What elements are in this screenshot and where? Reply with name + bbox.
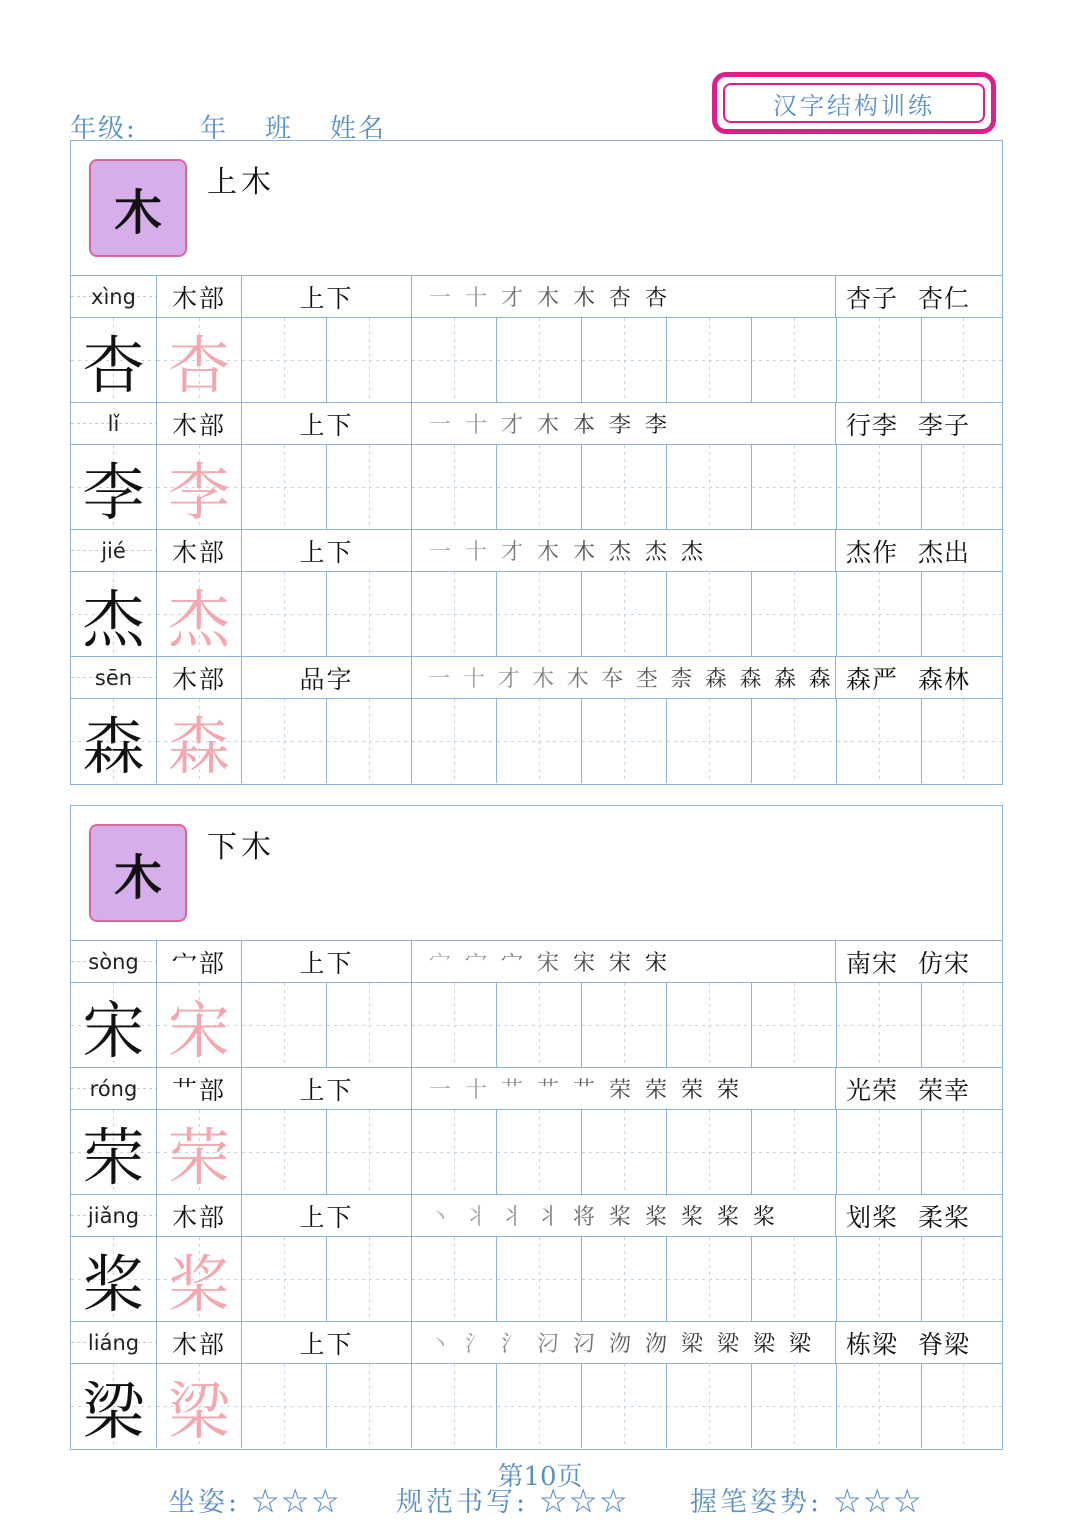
example-words: [835, 1195, 1004, 1236]
writing-grid-cell[interactable]: [751, 1110, 836, 1194]
model-character: 森: [82, 709, 145, 783]
writing-grid-cell[interactable]: [751, 699, 836, 783]
character-info-row: [71, 1322, 1002, 1364]
writing-grid-cell[interactable]: [496, 1237, 581, 1321]
model-character: 梁: [82, 1374, 145, 1448]
example-words: [835, 403, 1004, 444]
structure-label: 上下: [241, 1068, 411, 1109]
trace-character: 杏: [167, 328, 230, 402]
stroke-step: 一: [428, 1078, 451, 1103]
stroke-step: 艹: [536, 1078, 559, 1103]
writing-grid-cell[interactable]: [241, 1110, 326, 1194]
writing-grid-cell[interactable]: [496, 699, 581, 783]
trace-character-cell[interactable]: [156, 1364, 241, 1448]
stroke-step: 一: [428, 413, 451, 438]
example-words: [835, 1322, 1004, 1363]
example-word: 栋梁: [846, 1329, 899, 1359]
stroke-step: 丬: [464, 1205, 487, 1230]
stroke-step: 才: [500, 540, 523, 565]
example-word: 南宋: [846, 948, 899, 978]
pinyin: [71, 1195, 156, 1236]
radical-label: 木部: [156, 276, 241, 317]
stroke-step: 宋: [608, 951, 631, 976]
writing-grid-cell[interactable]: [496, 1110, 581, 1194]
stroke-step: 夲: [601, 667, 624, 692]
stroke-step: 才: [500, 413, 523, 438]
structure-label: 上下: [241, 1322, 411, 1363]
writing-grid-cell[interactable]: [326, 445, 411, 529]
pinyin: [71, 1068, 156, 1109]
writing-grid-cell[interactable]: [411, 1364, 496, 1448]
stroke-step: 梁: [752, 1332, 775, 1357]
example-word: 行李: [846, 410, 899, 440]
writing-grid-cell[interactable]: [241, 1237, 326, 1321]
stroke-step: 桨: [608, 1205, 631, 1230]
writing-grid-cell[interactable]: [836, 1110, 921, 1194]
sitting-posture-rating: [168, 1480, 342, 1519]
stroke-step: 木: [532, 667, 555, 692]
stroke-step: 木: [536, 540, 559, 565]
writing-grid-cell[interactable]: [666, 572, 751, 656]
writing-grid-cell[interactable]: [836, 318, 921, 402]
stroke-step: 一: [428, 286, 451, 311]
character-entry: [71, 1322, 1002, 1449]
stroke-step: 十: [464, 286, 487, 311]
model-character-cell: [71, 572, 156, 656]
practice-row: [71, 318, 1002, 403]
stroke-step: 桨: [644, 1205, 667, 1230]
example-words: [835, 530, 1004, 571]
model-character: 杰: [82, 582, 145, 656]
example-word: 杰作: [846, 537, 899, 567]
practice-row: [71, 1110, 1002, 1195]
writing-standard-rating: [396, 1480, 630, 1519]
worksheet-title: 汉字结构训练: [723, 83, 985, 123]
section-title: 下木: [207, 830, 275, 865]
stroke-step: 汈: [572, 1332, 595, 1357]
character-entry: [71, 530, 1002, 657]
stroke-step: 李: [608, 413, 631, 438]
stroke-step: 一: [428, 540, 451, 565]
stroke-step: 森: [808, 667, 831, 692]
writing-grid-cell[interactable]: [921, 1364, 1004, 1448]
character-entry: [71, 1068, 1002, 1195]
radical-section: [70, 805, 1003, 1450]
writing-grid-cell[interactable]: [496, 983, 581, 1067]
pinyin-text: jié: [101, 538, 126, 563]
model-character-cell: [71, 1110, 156, 1194]
trace-character-cell[interactable]: [156, 572, 241, 656]
writing-grid-cell[interactable]: [836, 699, 921, 783]
stroke-step: 宋: [644, 951, 667, 976]
pinyin-text: jiǎng: [87, 1203, 140, 1228]
radical-box: 木: [89, 824, 187, 922]
stroke-order: [411, 530, 835, 571]
stroke-step: 沕: [644, 1332, 667, 1357]
structure-label: 上下: [241, 941, 411, 982]
example-words: [835, 941, 1004, 982]
example-word: 仿宋: [918, 948, 971, 978]
example-word: 柔桨: [918, 1202, 971, 1232]
stroke-step: 杏: [608, 286, 631, 311]
trace-character-cell[interactable]: [156, 445, 241, 529]
pinyin: [71, 657, 156, 698]
writing-grid-cell[interactable]: [326, 699, 411, 783]
stroke-step: 宋: [536, 951, 559, 976]
stroke-step: 荣: [680, 1078, 703, 1103]
writing-grid-cell[interactable]: [666, 1364, 751, 1448]
stroke-order: [411, 941, 835, 982]
writing-grid-cell[interactable]: [241, 699, 326, 783]
writing-grid-cell[interactable]: [241, 983, 326, 1067]
radical-section: [70, 140, 1003, 785]
character-info-row: [71, 530, 1002, 572]
stroke-step: 十: [462, 667, 485, 692]
stroke-order: [411, 1322, 835, 1363]
writing-grid-cell[interactable]: [581, 318, 666, 402]
writing-grid-cell[interactable]: [241, 445, 326, 529]
year-label: 年: [200, 114, 229, 144]
writing-grid-cell[interactable]: [581, 1110, 666, 1194]
stroke-step: 森: [739, 667, 762, 692]
radical-label: 木部: [156, 530, 241, 571]
writing-grid-cell[interactable]: [666, 1110, 751, 1194]
structure-label: 上下: [241, 530, 411, 571]
writing-grid-cell[interactable]: [921, 1237, 1004, 1321]
stroke-step: 将: [572, 1205, 595, 1230]
stroke-step: 宀: [500, 951, 523, 976]
writing-grid-cell[interactable]: [241, 572, 326, 656]
structure-label: 上下: [241, 403, 411, 444]
stroke-step: 十: [464, 540, 487, 565]
model-character: 宋: [82, 993, 145, 1067]
stroke-step: 森: [774, 667, 797, 692]
stroke-step: 艹: [500, 1078, 523, 1103]
practice-row: [71, 572, 1002, 657]
writing-grid-cell[interactable]: [836, 445, 921, 529]
stroke-step: 杰: [680, 540, 703, 565]
practice-row: [71, 445, 1002, 530]
example-word: 杏子: [846, 283, 899, 313]
example-words: [835, 1068, 1004, 1109]
grade-label: 年级:: [70, 114, 137, 144]
writing-grid-cell[interactable]: [496, 1364, 581, 1448]
writing-grid-cell[interactable]: [921, 699, 1004, 783]
structure-label: 上下: [241, 1195, 411, 1236]
radical-box: 木: [89, 159, 187, 257]
stroke-step: 桨: [680, 1205, 703, 1230]
trace-character: 杰: [167, 582, 230, 656]
writing-grid-cell[interactable]: [326, 1237, 411, 1321]
stroke-step: 杰: [608, 540, 631, 565]
character-info-row: [71, 403, 1002, 445]
writing-grid-cell[interactable]: [921, 1110, 1004, 1194]
character-info-row: [71, 941, 1002, 983]
pinyin: [71, 276, 156, 317]
practice-row: [71, 1364, 1002, 1449]
stroke-step: 荣: [644, 1078, 667, 1103]
example-words: [835, 657, 1004, 698]
model-character-cell: [71, 1364, 156, 1448]
example-word: 森严: [846, 664, 899, 694]
character-entry: [71, 1195, 1002, 1322]
class-label: 班: [265, 114, 294, 144]
pinyin-text: sòng: [88, 949, 139, 974]
sitting-posture-label: 坐姿:: [168, 1487, 241, 1518]
writing-grid-cell[interactable]: [581, 699, 666, 783]
writing-grid-cell[interactable]: [836, 983, 921, 1067]
writing-grid-cell[interactable]: [581, 1364, 666, 1448]
stroke-step: 才: [500, 286, 523, 311]
model-character-cell: [71, 1237, 156, 1321]
writing-grid-cell[interactable]: [751, 1364, 836, 1448]
stroke-step: 宋: [572, 951, 595, 976]
writing-grid-cell[interactable]: [496, 445, 581, 529]
trace-character: 李: [167, 455, 230, 529]
character-entry: [71, 941, 1002, 1068]
trace-character: 宋: [167, 993, 230, 1067]
model-character-cell: [71, 318, 156, 402]
stroke-step: 丬: [500, 1205, 523, 1230]
trace-character-cell[interactable]: [156, 699, 241, 783]
writing-grid-cell[interactable]: [411, 445, 496, 529]
example-word: 光荣: [846, 1075, 899, 1105]
writing-standard-label: 规范书写:: [396, 1487, 529, 1518]
stroke-step: 木: [536, 286, 559, 311]
section-header: [71, 806, 1002, 941]
stroke-step: 沕: [608, 1332, 631, 1357]
pinyin: [71, 403, 156, 444]
trace-character: 森: [167, 709, 230, 783]
writing-grid-cell[interactable]: [751, 1237, 836, 1321]
example-words: [835, 276, 1004, 317]
stroke-step: 森: [704, 667, 727, 692]
structure-label: 品字: [241, 657, 411, 698]
stroke-step: 氵: [464, 1332, 487, 1357]
writing-grid-cell[interactable]: [411, 572, 496, 656]
example-word: 荣幸: [918, 1075, 971, 1105]
stroke-step: 木: [536, 413, 559, 438]
stroke-step: 木: [572, 286, 595, 311]
example-word: 脊梁: [918, 1329, 971, 1359]
stroke-step: 宀: [428, 951, 451, 976]
pen-grip-rating: [690, 1480, 924, 1519]
writing-grid-cell[interactable]: [411, 699, 496, 783]
pen-grip-label: 握笔姿势:: [690, 1487, 823, 1518]
stroke-order: [411, 1195, 835, 1236]
writing-grid-cell[interactable]: [326, 318, 411, 402]
model-character: 荣: [82, 1120, 145, 1194]
stroke-step: 桨: [716, 1205, 739, 1230]
model-character-cell: [71, 445, 156, 529]
writing-grid-cell[interactable]: [326, 1110, 411, 1194]
section-title: 上木: [207, 165, 275, 200]
character-info-row: [71, 657, 1002, 699]
writing-grid-cell[interactable]: [326, 983, 411, 1067]
writing-grid-cell[interactable]: [326, 572, 411, 656]
practice-row: [71, 1237, 1002, 1322]
trace-character: 梁: [167, 1374, 230, 1448]
radical-label: 木部: [156, 403, 241, 444]
stroke-step: 氵: [500, 1332, 523, 1357]
writing-grid-cell[interactable]: [921, 572, 1004, 656]
stroke-step: 木: [566, 667, 589, 692]
trace-character: 桨: [167, 1247, 230, 1321]
example-word: 森林: [918, 664, 971, 694]
stroke-step: 十: [464, 1078, 487, 1103]
stroke-order: [411, 1068, 835, 1109]
writing-grid-cell[interactable]: [921, 318, 1004, 402]
trace-character-cell[interactable]: [156, 1110, 241, 1194]
trace-character: 荣: [167, 1120, 230, 1194]
writing-grid-cell[interactable]: [751, 445, 836, 529]
example-word: 划桨: [846, 1202, 899, 1232]
practice-row: [71, 699, 1002, 784]
writing-grid-cell[interactable]: [496, 318, 581, 402]
stroke-step: 梁: [716, 1332, 739, 1357]
writing-grid-cell[interactable]: [666, 983, 751, 1067]
stroke-step: 柰: [670, 667, 693, 692]
radical-label: 木部: [156, 657, 241, 698]
writing-grid-cell[interactable]: [326, 1364, 411, 1448]
stroke-step: 梁: [680, 1332, 703, 1357]
writing-grid-cell[interactable]: [496, 572, 581, 656]
writing-grid-cell[interactable]: [836, 1364, 921, 1448]
writing-grid-cell[interactable]: [411, 1110, 496, 1194]
writing-grid-cell[interactable]: [581, 1237, 666, 1321]
stroke-step: 梁: [788, 1332, 811, 1357]
page-number: 第10页: [497, 1462, 583, 1492]
sitting-posture-stars[interactable]: ☆☆☆: [251, 1487, 342, 1518]
pinyin-text: sēn: [94, 665, 133, 690]
example-word: 李子: [918, 410, 971, 440]
pinyin-text: lǐ: [107, 411, 120, 436]
writing-grid-cell[interactable]: [666, 699, 751, 783]
practice-row: [71, 983, 1002, 1068]
radical-label: 木部: [156, 1322, 241, 1363]
stroke-step: 才: [497, 667, 520, 692]
pinyin-text: liáng: [87, 1330, 140, 1355]
stroke-step: 丬: [536, 1205, 559, 1230]
radical-label: 宀部: [156, 941, 241, 982]
writing-grid-cell[interactable]: [666, 1237, 751, 1321]
trace-character-cell[interactable]: [156, 318, 241, 402]
writing-grid-cell[interactable]: [836, 572, 921, 656]
character-entry: [71, 276, 1002, 403]
pen-grip-stars[interactable]: ☆☆☆: [833, 1487, 924, 1518]
writing-grid-cell[interactable]: [411, 983, 496, 1067]
character-info-row: [71, 1195, 1002, 1237]
stroke-order: [411, 657, 835, 698]
stroke-step: 丶: [428, 1205, 451, 1230]
section-header: [71, 141, 1002, 276]
writing-grid-cell[interactable]: [666, 318, 751, 402]
stroke-step: 一: [428, 667, 451, 692]
writing-grid-cell[interactable]: [921, 983, 1004, 1067]
writing-grid-cell[interactable]: [581, 445, 666, 529]
stroke-step: 十: [464, 413, 487, 438]
name-label: 姓名: [330, 114, 387, 144]
stroke-step: 艹: [572, 1078, 595, 1103]
writing-grid-cell[interactable]: [241, 1364, 326, 1448]
writing-grid-cell[interactable]: [411, 318, 496, 402]
model-character-cell: [71, 699, 156, 783]
radical-label: 木部: [156, 1195, 241, 1236]
example-word: 杰出: [918, 537, 971, 567]
stroke-step: 荣: [716, 1078, 739, 1103]
stroke-order: [411, 403, 835, 444]
character-entry: [71, 403, 1002, 530]
stroke-step: 桨: [752, 1205, 775, 1230]
character-entry: [71, 657, 1002, 784]
stroke-step: 杢: [635, 667, 658, 692]
pinyin: [71, 1322, 156, 1363]
stroke-step: 荣: [608, 1078, 631, 1103]
model-character: 李: [82, 455, 145, 529]
stroke-step: 宀: [464, 951, 487, 976]
writing-grid-cell[interactable]: [836, 1237, 921, 1321]
stroke-step: 丶: [428, 1332, 451, 1357]
stroke-step: 杏: [644, 286, 667, 311]
writing-grid-cell[interactable]: [241, 318, 326, 402]
writing-grid-cell[interactable]: [666, 445, 751, 529]
stroke-step: 杰: [644, 540, 667, 565]
structure-label: 上下: [241, 276, 411, 317]
character-info-row: [71, 1068, 1002, 1110]
model-character-cell: [71, 983, 156, 1067]
radical-label: 艹部: [156, 1068, 241, 1109]
pinyin: [71, 941, 156, 982]
trace-character-cell[interactable]: [156, 1237, 241, 1321]
stroke-step: 本: [572, 413, 595, 438]
pinyin-text: xìng: [91, 284, 136, 309]
stroke-step: 李: [644, 413, 667, 438]
writing-grid-cell[interactable]: [581, 983, 666, 1067]
worksheet-title-badge: [712, 72, 996, 134]
character-info-row: [71, 276, 1002, 318]
stroke-step: 汈: [536, 1332, 559, 1357]
example-word: 杏仁: [918, 283, 971, 313]
writing-grid-cell[interactable]: [411, 1237, 496, 1321]
stroke-step: 木: [572, 540, 595, 565]
writing-grid-cell[interactable]: [751, 572, 836, 656]
model-character: 桨: [82, 1247, 145, 1321]
writing-grid-cell[interactable]: [751, 318, 836, 402]
model-character: 杏: [82, 328, 145, 402]
stroke-order: [411, 276, 835, 317]
trace-character-cell[interactable]: [156, 983, 241, 1067]
writing-standard-stars[interactable]: ☆☆☆: [539, 1487, 630, 1518]
pinyin: [71, 530, 156, 571]
writing-grid-cell[interactable]: [921, 445, 1004, 529]
writing-grid-cell[interactable]: [581, 572, 666, 656]
writing-grid-cell[interactable]: [751, 983, 836, 1067]
pinyin-text: róng: [89, 1076, 138, 1101]
